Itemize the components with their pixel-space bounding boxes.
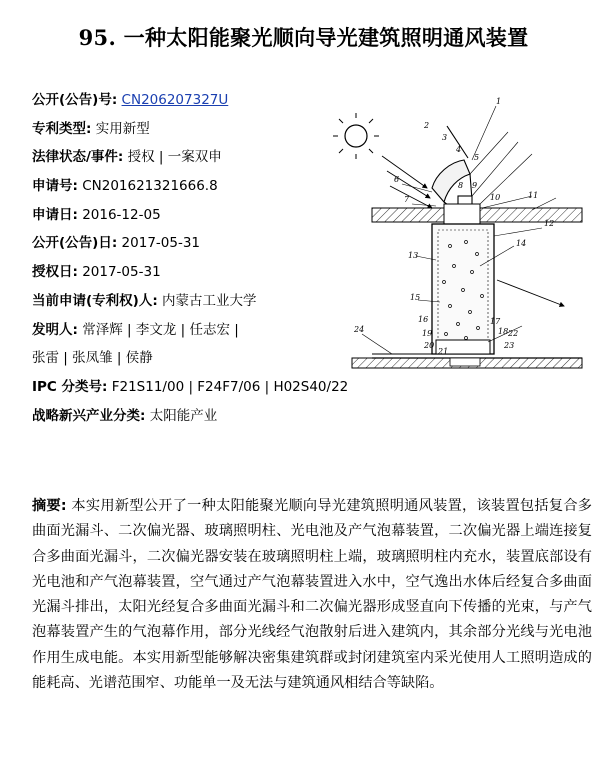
label-19: 19 — [422, 329, 433, 338]
meta-industry-value: 太阳能产业 — [149, 407, 218, 424]
meta-inventors-line1: 常泽辉 | 李文龙 | 任志宏 | — [82, 321, 239, 338]
meta-app-date-label: 申请日: — [32, 206, 78, 223]
meta-applicant — [32, 287, 362, 316]
patent-meta — [32, 86, 365, 430]
meta-industry — [32, 402, 362, 431]
meta-inventors-line2: 张雷 | 张凤雏 | 侯静 — [32, 350, 153, 367]
label-10: 10 — [490, 193, 501, 202]
meta-applicant-label: 当前申请(专利权)人: — [32, 292, 158, 309]
label-8: 8 — [458, 181, 464, 190]
meta-grant-date-label: 授权日: — [32, 264, 78, 281]
meta-status-value: 授权 | 一案双申 — [127, 149, 222, 166]
meta-pub-no — [32, 86, 362, 115]
meta-app-no — [32, 172, 362, 201]
meta-ipc-value: F21S11/00 | F24F7/06 | H02S40/22 — [111, 378, 349, 395]
meta-grant-date — [32, 258, 362, 287]
meta-status-label: 法律状态/事件: — [32, 149, 124, 166]
meta-grant-date-value: 2017-05-31 — [82, 264, 161, 281]
label-11: 11 — [528, 191, 539, 200]
meta-pub-date-value: 2017-05-31 — [121, 235, 201, 252]
meta-app-date — [32, 201, 362, 230]
label-5: 5 — [474, 153, 480, 162]
label-20: 20 — [424, 341, 435, 350]
label-16: 16 — [418, 315, 429, 324]
sun-icon — [333, 113, 379, 159]
meta-ipc — [32, 373, 362, 402]
label-18: 18 — [498, 327, 509, 336]
glass-column — [432, 224, 494, 354]
meta-pub-no-label: 公开(公告)号: — [32, 92, 118, 108]
meta-app-no-value: CN201621321666.8 — [82, 178, 218, 195]
meta-app-date-value: 2016-12-05 — [82, 206, 161, 223]
abstract — [32, 494, 592, 696]
meta-pub-date-label: 公开(公告)日: — [32, 235, 118, 252]
label-6: 6 — [394, 175, 400, 184]
label-7: 7 — [404, 195, 410, 204]
page-title: 95. 一种太阳能聚光顺向导光建筑照明通风装置 — [78, 25, 529, 50]
label-4: 4 — [456, 145, 462, 154]
meta-type-label: 专利类型: — [32, 120, 92, 137]
light-funnel — [432, 126, 472, 216]
abstract-label: 摘要: — [32, 498, 67, 514]
pub-no-link[interactable]: CN206207327U — [121, 92, 229, 108]
meta-inventors-label: 发明人: — [32, 321, 78, 338]
label-2: 2 — [424, 121, 430, 130]
meta-inventors — [32, 316, 365, 345]
meta-type-value: 实用新型 — [95, 120, 150, 137]
label-9: 9 — [472, 181, 478, 190]
label-17: 17 — [490, 317, 501, 326]
label-22: 22 — [508, 329, 519, 338]
meta-applicant-value: 内蒙古工业大学 — [162, 292, 257, 309]
label-12: 12 — [544, 219, 555, 228]
label-21: 21 — [438, 347, 449, 356]
meta-pub-date — [32, 229, 362, 258]
patent-drawing — [332, 96, 594, 392]
meta-status — [32, 143, 362, 172]
meta-ipc-label: IPC 分类号: — [32, 378, 108, 395]
meta-industry-label: 战略新兴产业分类: — [32, 407, 146, 424]
meta-app-no-label: 申请号: — [32, 178, 78, 195]
label-1: 1 — [496, 97, 502, 106]
meta-type — [32, 115, 362, 144]
meta-inventors-cont — [32, 344, 362, 373]
abstract-text: 本实用新型公开了一种太阳能聚光顺向导光建筑照明通风装置，该装置包括复合多曲面光漏斗、二次偏光器、玻璃照明柱、光电池及产气泡幕装置，二次偏光器上端连接复合多曲面光漏斗，二次偏光器安装在玻璃照明柱上端，玻璃照明柱内充水，装置底部设有光电池和产气泡幕装置，空气通过产气泡幕装置进入水中，空气逸出水体后经复合多曲面光漏斗排出，太阳光经复合多曲面光漏斗和二次偏光器形成竖直向下传播的光束，与产气泡幕装置产生的气泡幕作用，部分光线经气泡散射后进入建筑内，其余部分光线与光电池作用生成电能。本实用新型能够解决密集建筑群或封闭建筑室内采光使用人工照明造成的能耗高、光谱范围窄、功能单一及无法与建筑通风相结合等缺陷。 — [32, 498, 592, 692]
label-3: 3 — [442, 133, 448, 142]
label-23: 23 — [504, 341, 515, 350]
label-13: 13 — [408, 251, 419, 260]
label-24: 24 — [354, 325, 365, 334]
label-14: 14 — [516, 239, 527, 248]
label-15: 15 — [410, 293, 421, 302]
